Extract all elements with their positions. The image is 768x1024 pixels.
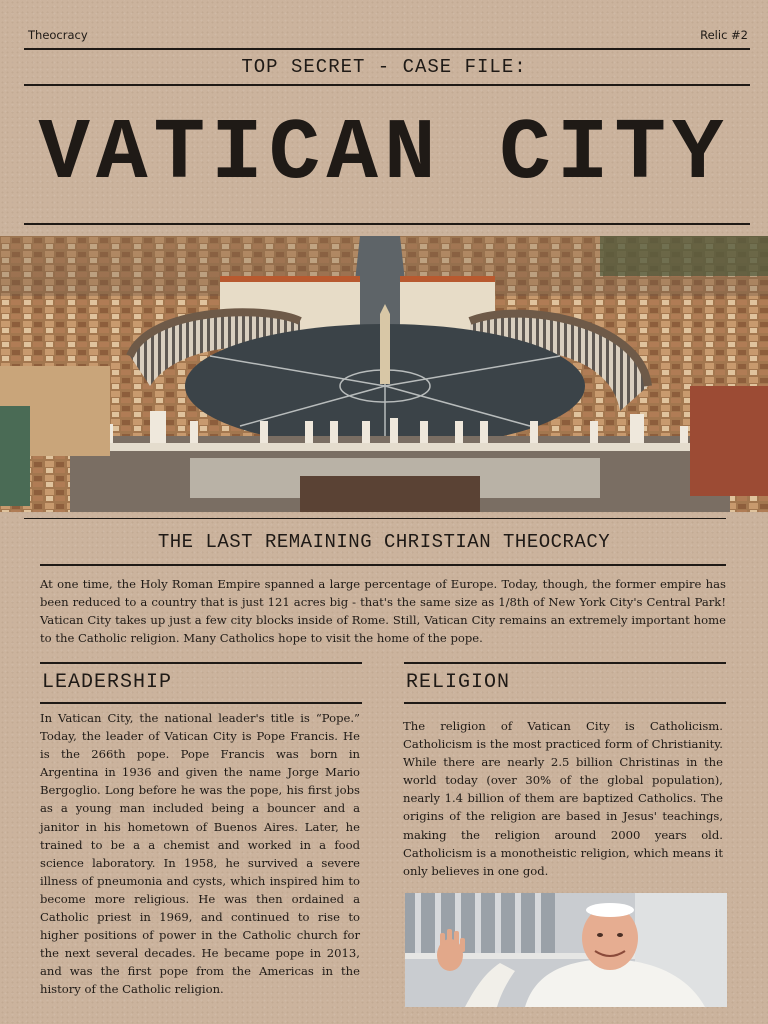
kicker-text: TOP SECRET - CASE FILE: — [241, 56, 527, 78]
leadership-bottom-rule — [40, 702, 362, 704]
religion-bottom-rule — [404, 702, 726, 704]
leadership-paragraph: In Vatican City, the national leader's title is “Pope.” Today, the leader of Vatican City is Pope Francis. He is the 266th pope. Pope Francis was born in Argentina in 1936 and given the name Jorge Mario Bergoglio. Long before he was the pope, his first jobs as a young man included being a bouncer and a janitor in his hometown of Buenos Aires. Later, he trained to be a a chemist and worked in a food science laboratory. In 1958, he survived a severe illness of pneumonia and cysts, which inspired him to become more religious. He was then ordained a Catholic priest in 1969, and continued to rise to higher positions of power in the Catholic church for the next several decades. He became pope in 2013, and was the first pope from the Americas in the history of the Catholic religion. — [40, 711, 360, 997]
kicker-divider — [24, 84, 750, 86]
religion-heading: RELIGION — [406, 671, 511, 694]
page-title: VATICAN CITY — [38, 105, 730, 203]
masthead-divider — [24, 223, 750, 225]
intro-heading-divider — [40, 564, 726, 566]
religion-paragraph: The religion of Vatican City is Catholicism. Catholicism is the most practiced form of Christianity. While there are nearly 2.5 billion Christinas in the world today (over 30% of the global population), nearly 1.4 billion of them are baptized Catholics. The origins of the religion are based in Jesus' teachings, making the religion around 2000 years old. Catholicism is a monotheistic religion, which means it only believes in one god. — [403, 719, 723, 878]
top-divider — [24, 48, 750, 50]
pope-waving-illustration — [405, 893, 727, 1007]
page-number-label: Relic #2 — [700, 28, 748, 42]
pope-photo — [405, 893, 727, 1007]
intro-paragraph: At one time, the Holy Roman Empire spanned a large percentage of Europe. Today, though, the former empire has been reduced to a country that is just 121 acres big - that's the same size as 1/8th of New York City's Central Park! Vatican City takes up just a few city blocks inside of Rome. Still, Vatican City remains an extremely important home to the Catholic religion. Many Catholics hope to visit the home of the pope. — [40, 577, 726, 646]
photo-divider — [24, 518, 726, 519]
hero-photo — [0, 236, 768, 512]
leadership-top-rule — [40, 662, 362, 664]
st-peters-square-illustration — [0, 236, 768, 512]
leadership-heading: LEADERSHIP — [42, 671, 173, 694]
section-label: Theocracy — [28, 28, 88, 42]
religion-top-rule — [404, 662, 726, 664]
intro-heading: THE LAST REMAINING CHRISTIAN THEOCRACY — [157, 531, 611, 553]
